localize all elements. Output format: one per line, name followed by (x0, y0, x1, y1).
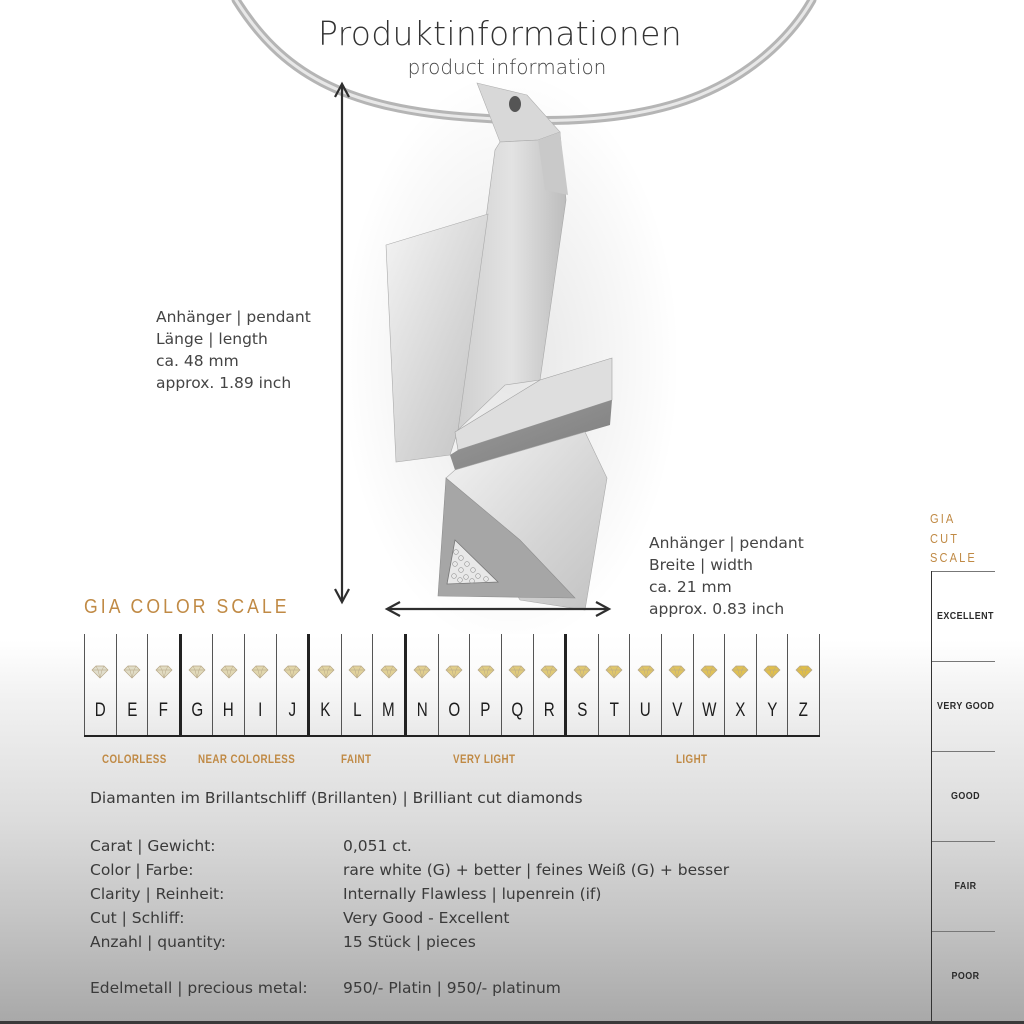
width-info-line: ca. 21 mm (649, 578, 732, 596)
color-grade-i (244, 634, 276, 735)
color-grade-letter: V (672, 700, 683, 721)
color-grade-t (598, 634, 630, 735)
color-grade-letter: G (191, 700, 204, 721)
width-info-line: approx. 0.83 inch (649, 600, 785, 618)
color-grade-u (629, 634, 661, 735)
diamond-icon (571, 664, 593, 680)
color-grade-letter: W (701, 700, 717, 721)
color-grade-letter: R (543, 700, 555, 721)
cut-grade-fair (932, 841, 995, 931)
diamond-icon (666, 664, 688, 680)
spec-label: Color | Farbe: (90, 861, 194, 879)
color-grade-j (276, 634, 308, 735)
color-grade-letter: U (640, 700, 652, 721)
color-grade-letter: T (609, 700, 619, 721)
length-info-line: approx. 1.89 inch (156, 374, 292, 392)
cut-grade-label: EXCELLENT (937, 610, 994, 622)
color-grade-letter: S (577, 700, 588, 721)
color-grade-letter: J (288, 700, 296, 721)
spec-label: Cut | Schliff: (90, 909, 185, 927)
page-subtitle: product information (407, 55, 607, 79)
color-grade-v (661, 634, 693, 735)
color-grade-p (469, 634, 501, 735)
spec-value: 0,051 ct. (343, 837, 412, 855)
color-grade-s (564, 634, 598, 735)
diamond-icon (89, 664, 111, 680)
color-grade-letter: P (480, 700, 491, 721)
diamond-icon (506, 664, 528, 680)
color-group-near-colorless: NEAR COLORLESS (198, 754, 296, 766)
length-info-line: Anhänger | pendant (156, 308, 311, 326)
spec-value: 15 Stück | pieces (343, 933, 476, 951)
gia-color-scale-title: GIA COLOR SCALE (84, 596, 290, 618)
length-info-line: ca. 48 mm (156, 352, 239, 370)
diamond-specs (90, 834, 729, 1000)
diamond-icon (121, 664, 143, 680)
color-grade-letter: O (448, 700, 460, 721)
diamond-icon (378, 664, 400, 680)
spec-value: rare white (G) + better | feines Weiß (G) + besser (343, 861, 730, 879)
spec-row (90, 930, 729, 954)
diamond-icon (346, 664, 368, 680)
spec-label: Clarity | Reinheit: (90, 885, 225, 903)
color-grade-letter: K (320, 700, 331, 721)
diamond-icon (411, 664, 433, 680)
cut-grade-very-good (932, 661, 995, 751)
color-grade-letter: N (416, 700, 428, 721)
color-group-colorless: COLORLESS (102, 754, 167, 766)
diamond-icon (538, 664, 560, 680)
width-info (649, 532, 804, 620)
color-grade-letter: Y (767, 700, 778, 721)
diamond-intro: Diamanten im Brillantschliff (Brillanten) | Brilliant cut diamonds (90, 789, 583, 807)
spec-value: Internally Flawless | lupenrein (if) (343, 885, 602, 903)
diamond-icon (698, 664, 720, 680)
color-grade-letter: H (223, 700, 235, 721)
spec-row (90, 834, 729, 858)
color-grade-f (147, 634, 179, 735)
cut-title-line: CUT (930, 530, 960, 546)
color-grade-h (212, 634, 244, 735)
cut-grade-label: VERY GOOD (937, 700, 995, 712)
cut-grade-label: FAIR (954, 880, 977, 892)
color-grade-letter: Q (511, 700, 524, 721)
cut-grade-label: GOOD (951, 790, 980, 802)
cut-grade-excellent (932, 571, 995, 661)
color-grade-d (84, 634, 116, 735)
color-grade-g (179, 634, 213, 735)
color-group-light: LIGHT (676, 754, 708, 766)
color-grade-x (724, 634, 756, 735)
diamond-icon (761, 664, 783, 680)
spec-value: Very Good - Excellent (343, 909, 510, 927)
color-grade-letter: L (352, 700, 362, 721)
gia-color-scale (84, 634, 820, 737)
diamond-icon (793, 664, 815, 680)
color-grade-k (307, 634, 341, 735)
width-info-line: Anhänger | pendant (649, 534, 804, 552)
color-grade-q (501, 634, 533, 735)
spec-label: Edelmetall | precious metal: (90, 979, 308, 997)
color-grade-z (787, 634, 820, 735)
diamond-icon (729, 664, 751, 680)
color-grade-n (404, 634, 438, 735)
cut-title-line: GIA (930, 511, 956, 526)
cut-title-line: SCALE (930, 550, 977, 565)
diamond-icon (186, 664, 208, 680)
color-grade-y (756, 634, 788, 735)
color-group-very-light: VERY LIGHT (453, 754, 516, 766)
color-grade-w (693, 634, 725, 735)
spec-row (90, 906, 729, 930)
length-info-line: Länge | length (156, 330, 268, 348)
color-grade-r (533, 634, 565, 735)
spec-row (90, 976, 729, 1000)
color-grade-letter: F (158, 700, 169, 721)
diamond-icon (281, 664, 303, 680)
width-info-line: Breite | width (649, 556, 753, 574)
color-grade-letter: E (126, 700, 137, 721)
cut-grade-poor (932, 931, 995, 1021)
color-grade-o (438, 634, 470, 735)
gia-cut-scale (931, 571, 995, 1022)
spec-value: 950/- Platin | 950/- platinum (343, 979, 561, 997)
color-grade-letter: X (735, 700, 746, 721)
diamond-icon (315, 664, 337, 680)
color-grade-e (116, 634, 148, 735)
color-grade-m (372, 634, 404, 735)
color-grade-letter: M (382, 700, 396, 721)
cut-grade-good (932, 751, 995, 841)
diamond-icon (249, 664, 271, 680)
page-title: Produktinformationen (318, 14, 682, 53)
color-group-faint: FAINT (341, 754, 372, 766)
spec-row (90, 882, 729, 906)
diamond-icon (603, 664, 625, 680)
length-info (156, 306, 311, 394)
diamond-icon (635, 664, 657, 680)
diamond-icon (443, 664, 465, 680)
color-grade-letter: D (94, 700, 106, 721)
spec-row (90, 858, 729, 882)
diamond-icon (153, 664, 175, 680)
gia-cut-scale-title (930, 509, 977, 568)
color-grade-letter: Z (799, 700, 809, 721)
diamond-icon (218, 664, 240, 680)
color-grade-letter: I (258, 700, 263, 721)
spec-label: Carat | Gewicht: (90, 837, 216, 855)
cut-grade-label: POOR (951, 970, 980, 982)
diamond-icon (475, 664, 497, 680)
color-grade-l (341, 634, 373, 735)
spec-label: Anzahl | quantity: (90, 933, 226, 951)
